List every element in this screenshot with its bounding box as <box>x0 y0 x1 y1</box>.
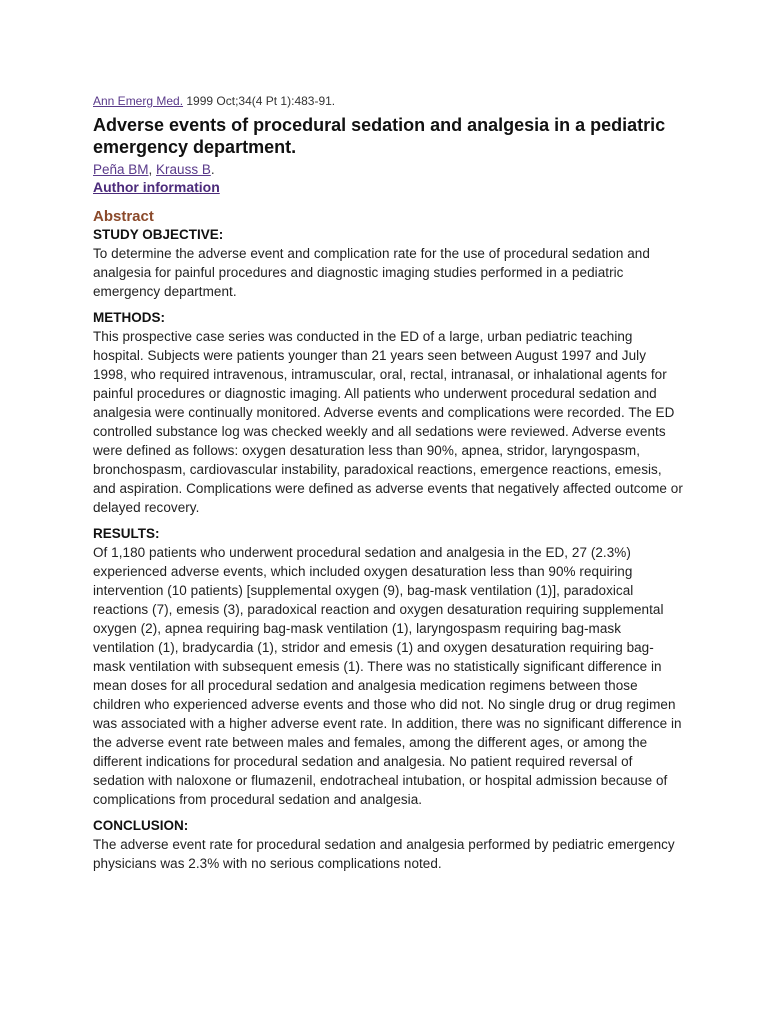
methods-label: METHODS: <box>93 310 165 325</box>
abstract-page <box>93 93 683 881</box>
article-title: Adverse events of procedural sedation and analgesia in a pediatric emergency department. <box>93 115 666 157</box>
conclusion-text: The adverse event rate for procedural sedation and analgesia performed by pediatric emergency physicians was 2.3% with no serious complications noted. <box>93 837 675 871</box>
section-conclusion <box>93 817 683 873</box>
objective-label: STUDY OBJECTIVE: <box>93 227 224 242</box>
citation-details: 1999 Oct;34(4 Pt 1):483-91. <box>183 94 336 108</box>
results-text: Of 1,180 patients who underwent procedural sedation and analgesia in the ED, 27 (2.3%) experienced adverse events, which included oxygen desaturation less than 90% requiring intervention (10 patients) [supplemental oxygen (9), bag-mask ventilation (1)], paradoxical reactions (7), emesis (3), paradoxical reaction and oxygen desaturation requiring supplemental oxygen (2), apnea requiring bag-mask ventilation (1), laryngospasm requiring bag-mask ventilation (1), bradycardia (1), stridor and emesis (1) and oxygen desaturation requiring bag-mask ventilation with subsequent emesis (1). There was no statistically significant difference in mean doses for all procedural sedation and analgesia medication regimens between those children who experienced adverse events and those who did not. No single drug or drug regimen was associated with a higher adverse event rate. In addition, there was no significant difference in the adverse event rate between males and females, among the different ages, or among the different indications for procedural sedation and analgesia. No patient required reversal of sedation with naloxone or flumazenil, endotracheal intubation, or hospital admission because of complications from procedural sedation and analgesia. <box>93 545 682 807</box>
section-results <box>93 525 683 809</box>
conclusion-label: CONCLUSION: <box>93 818 189 833</box>
objective-text: To determine the adverse event and complication rate for the use of procedural sedation and analgesia for painful procedures and diagnostic imaging studies performed in a pediatric emergency department. <box>93 246 650 299</box>
abstract-heading: Abstract <box>93 208 154 225</box>
author-separator: , <box>148 162 157 177</box>
section-objective <box>93 226 683 301</box>
author-link-krauss[interactable]: Krauss B <box>156 162 211 177</box>
citation-line <box>93 93 683 109</box>
results-label: RESULTS: <box>93 526 160 541</box>
author-information-link[interactable]: Author information <box>93 179 220 195</box>
section-methods <box>93 309 683 517</box>
author-terminator: . <box>210 162 215 177</box>
methods-text: This prospective case series was conducted in the ED of a large, urban pediatric teaching hospital. Subjects were patients younger than 21 years seen between August 1997 and July 1998, who required intravenous, intramuscular, oral, rectal, intranasal, or inhalational agents for painful procedures or diagnostic imaging. All patients who underwent procedural sedation and analgesia were continually monitored. Adverse events and complications were recorded. The ED controlled substance log was checked weekly and all sedations were reviewed. Adverse events were defined as follows: oxygen desaturation less than 90%, apnea, stridor, laryngospasm, bronchospasm, cardiovascular instability, paradoxical reactions, emergence reactions, emesis, and aspiration. Complications were defined as adverse events that negatively affected outcome or delayed recovery. <box>93 329 683 515</box>
author-list <box>93 161 683 178</box>
journal-link[interactable]: Ann Emerg Med. <box>93 94 184 108</box>
author-link-pena[interactable]: Peña BM <box>93 162 149 177</box>
